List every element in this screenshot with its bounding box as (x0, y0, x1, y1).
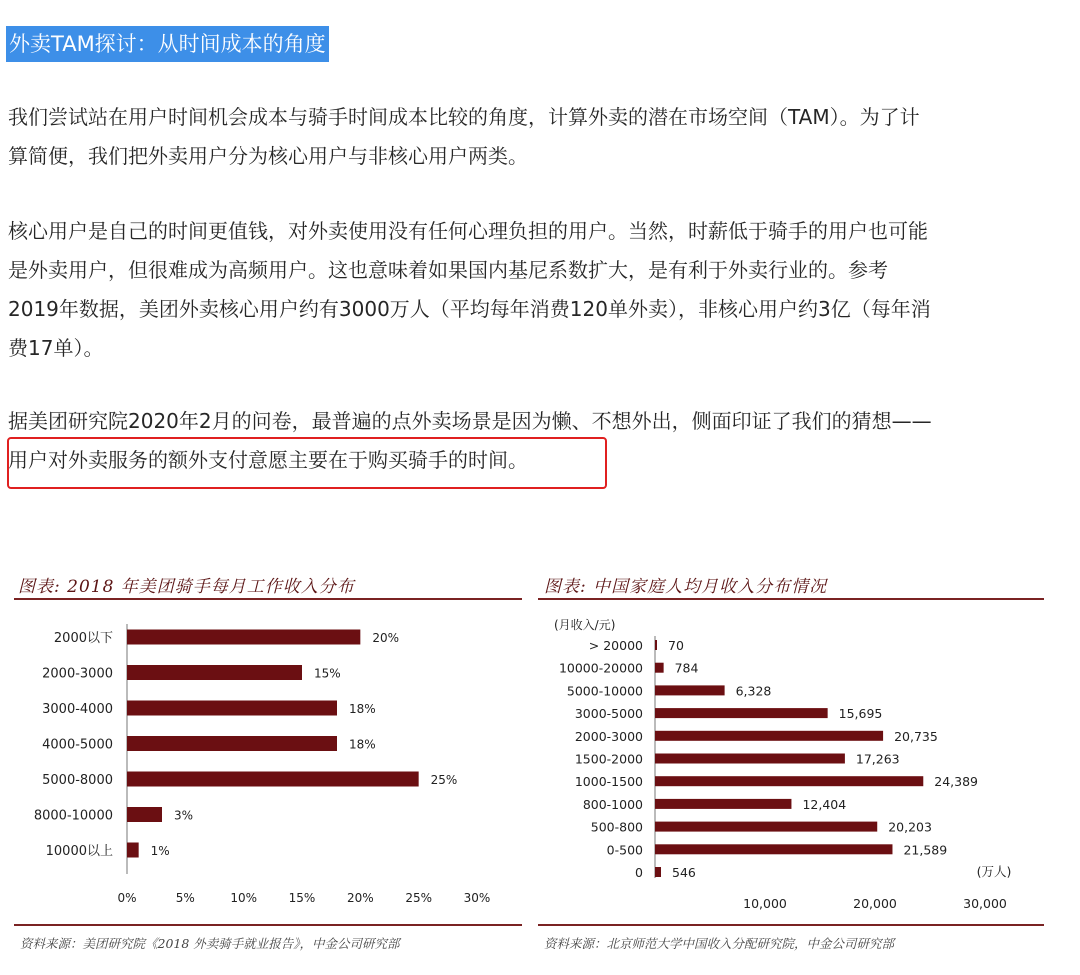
chart-1-source: 资料来源：美团研究院《2018 外卖骑手就业报告》，中金公司研究部 (20, 936, 400, 951)
paragraph-line: 核心用户是自己的时间更值钱，对外卖使用没有任何心理负担的用户。当然，时薪低于骑手的用户也可能 (8, 219, 928, 243)
chart-1-bar (127, 630, 360, 645)
paragraph-line: 用户对外卖服务的额外支付意愿主要在于购买骑手的时间。 (8, 448, 528, 472)
chart-2-category-label: 500-800 (590, 819, 643, 835)
chart-2-bottom-rule (538, 924, 1044, 926)
highlight-box (7, 437, 607, 489)
chart-1-x-tick-label: 20% (346, 891, 374, 905)
chart-2-category-label: 800-1000 (582, 796, 643, 812)
chart-1-bar (127, 665, 302, 680)
chart-2-category-label: > 20000 (588, 638, 643, 653)
chart-1-bottom-rule (14, 924, 522, 926)
chart-1-category-label: 5000-8000 (42, 773, 113, 788)
chart-2-bar (655, 708, 828, 718)
paragraph-line: 据美团研究院2020年2月的问卷，最普遍的点外卖场景是因为懒、不想外出，侧面印证了我们的猜想—— (8, 409, 932, 433)
paragraph-1 (8, 98, 1072, 176)
chart-1-bar (127, 807, 162, 822)
chart-2-value-label: 784 (674, 660, 699, 676)
paragraph-line: 2019年数据，美团外卖核心用户约有3000万人（平均每年消费120单外卖），非核心用户约3亿（每年消 (8, 297, 931, 321)
chart-1 (14, 602, 522, 920)
chart-2-category-label: 5000-10000 (566, 683, 643, 699)
chart-2-x-tick-label: 30,000 (963, 896, 1007, 911)
chart-2-category-label: 10000-20000 (558, 660, 643, 676)
chart-1-category-label: 3000-4000 (42, 702, 113, 717)
chart-1-value-label: 18% (349, 737, 376, 752)
chart-2-title: 图表: 中国家庭人均月收入分布情况 (544, 577, 828, 597)
chart-2-value-label: 21,589 (903, 842, 948, 858)
chart-1-bar (127, 701, 337, 716)
chart-2-bar (655, 867, 661, 877)
chart-1-category-label: 8000-10000 (33, 808, 113, 824)
chart-2-value-label: 12,404 (802, 796, 847, 812)
chart-2-top-rule (538, 598, 1044, 600)
chart-1-value-label: 20% (372, 631, 400, 645)
article-title: 外卖TAM探讨：从时间成本的角度 (6, 26, 329, 62)
chart-2-category-label: 1000-1500 (574, 774, 643, 790)
chart-2-bar (655, 640, 657, 650)
chart-2-value-label: 6,328 (735, 683, 772, 699)
chart-1-category-label: 4000-5000 (42, 737, 113, 753)
chart-2 (538, 602, 1044, 920)
chart-2-bar (655, 822, 877, 832)
chart-2-x-axis-label: (万人) (976, 864, 1012, 879)
chart-2-value-label: 20,203 (888, 819, 932, 835)
chart-2-category-label: 0-500 (606, 842, 643, 858)
chart-2-value-label: 15,695 (838, 706, 883, 722)
chart-1-top-rule (14, 598, 522, 600)
chart-1-value-label: 18% (349, 702, 376, 716)
chart-2-category-label: 2000-3000 (574, 728, 643, 744)
chart-2-source: 资料来源：北京师范大学中国收入分配研究院，中金公司研究部 (544, 936, 895, 951)
chart-2-x-tick-label: 10,000 (743, 896, 787, 911)
paragraph-line: 我们尝试站在用户时间机会成本与骑手时间成本比较的角度，计算外卖的潜在市场空间（TAM）。为了计 (8, 105, 920, 129)
chart-2-bar (655, 844, 892, 854)
chart-1-x-tick-label: 5% (175, 891, 195, 905)
chart-2-value-label: 17,263 (855, 751, 900, 767)
chart-2-x-tick-label: 20,000 (853, 896, 897, 911)
chart-1-category-label: 10000以上 (45, 844, 113, 859)
chart-1-category-label: 2000-3000 (42, 666, 113, 682)
chart-2-category-label: 1500-2000 (574, 751, 643, 767)
chart-2-bar (655, 776, 923, 786)
chart-1-x-tick-label: 30% (463, 891, 491, 905)
paragraph-line: 费17单）。 (8, 336, 104, 360)
chart-1-bar (127, 843, 139, 858)
chart-1-value-label: 25% (430, 773, 458, 787)
chart-2-bar (655, 754, 845, 764)
chart-2-value-label: 546 (672, 865, 696, 880)
chart-1-value-label: 3% (174, 808, 194, 823)
chart-2-bar (655, 663, 664, 673)
paragraph-line: 算简便，我们把外卖用户分为核心用户与非核心用户两类。 (8, 144, 528, 168)
chart-1-value-label: 1% (150, 844, 170, 858)
chart-1-bar (127, 772, 419, 787)
chart-1-x-tick-label: 0% (117, 891, 137, 905)
paragraph-line: 是外卖用户，但很难成为高频用户。这也意味着如果国内基尼系数扩大，是有利于外卖行业的。参考 (8, 258, 888, 282)
chart-2-bar (655, 799, 791, 809)
chart-2-value-label: 20,735 (894, 728, 938, 744)
chart-2-value-label: 24,389 (934, 774, 979, 790)
paragraph-2 (8, 212, 1072, 368)
chart-2-bar (655, 731, 883, 741)
chart-1-title: 图表: 2018 年美团骑手每月工作收入分布 (18, 577, 355, 597)
chart-1-category-label: 2000以下 (53, 631, 113, 646)
chart-2-y-axis-label: (月收入/元) (554, 618, 616, 632)
chart-1-value-label: 15% (314, 666, 341, 681)
chart-2-bar (655, 685, 725, 695)
chart-1-x-tick-label: 10% (230, 891, 258, 905)
chart-2-category-label: 0 (635, 865, 643, 880)
chart-1-x-tick-label: 25% (405, 891, 433, 905)
chart-2-value-label: 70 (668, 638, 684, 653)
chart-2-category-label: 3000-5000 (574, 706, 643, 722)
chart-1-bar (127, 736, 337, 751)
chart-1-x-tick-label: 15% (288, 891, 316, 905)
